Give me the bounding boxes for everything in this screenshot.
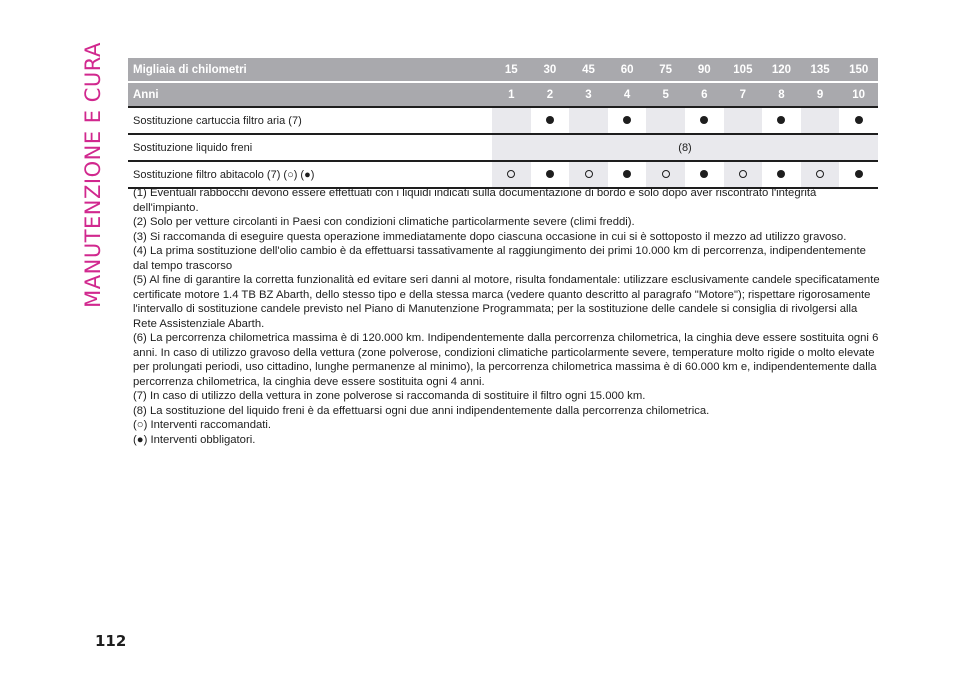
header-year-value: 4 [608,82,647,107]
mandatory-dot-icon [777,170,785,178]
header-km-value: 135 [801,58,840,82]
recommended-circle-icon [739,170,747,178]
table-row [128,107,878,134]
schedule-cell [685,107,724,134]
schedule-cell [724,107,763,134]
footnote: (7) In caso di utilizzo della vettura in zone polverose si raccomanda di sostituire il filtro ogni 15.000 km. [133,390,646,402]
mandatory-dot-icon [546,170,554,178]
row-label: Sostituzione cartuccia filtro aria (7) [128,107,492,134]
mandatory-dot-icon [623,170,631,178]
header-year-value: 3 [569,82,608,107]
header-km-value: 120 [762,58,801,82]
recommended-circle-icon [585,170,593,178]
mandatory-dot-icon [855,116,863,124]
header-year-value: 9 [801,82,840,107]
row-span-note: (8) [492,134,878,161]
header-year-value: 2 [531,82,570,107]
mandatory-dot-icon [700,116,708,124]
recommended-circle-icon [816,170,824,178]
schedule-cell [569,107,608,134]
table-body [128,107,878,188]
header-row-years [128,82,878,107]
mandatory-dot-icon [700,170,708,178]
header-km-value: 75 [646,58,685,82]
row-label: Sostituzione filtro abitacolo (7) (○) (●) [128,161,492,188]
header-year-value: 7 [724,82,763,107]
header-year-value: 1 [492,82,531,107]
header-km-value: 60 [608,58,647,82]
schedule-cell [569,161,608,188]
footnote: (○) Interventi raccomandati. [133,419,272,431]
mandatory-dot-icon [855,170,863,178]
mandatory-dot-icon [777,116,785,124]
header-km-value: 30 [531,58,570,82]
schedule-cell [492,107,531,134]
footnote: (2) Solo per vetture circolanti in Paesi con condizioni climatiche particolarmente severe (climi freddi). [133,216,635,228]
header-km-value: 150 [839,58,878,82]
header-year-value: 5 [646,82,685,107]
header-km-value: 45 [569,58,608,82]
schedule-cell [531,161,570,188]
row-label: Sostituzione liquido freni [128,134,492,161]
maintenance-schedule-table [128,58,878,189]
schedule-cell [646,161,685,188]
mandatory-dot-icon [546,116,554,124]
header-km-label: Migliaia di chilometri [128,58,492,82]
recommended-circle-icon [662,170,670,178]
header-km-value: 105 [724,58,763,82]
schedule-cell [762,161,801,188]
header-km-value: 15 [492,58,531,82]
footnote: (3) Si raccomanda di eseguire questa operazione immediatamente dopo ciascuna occasione in cui si è sottoposto il mezzo ad utilizzo gravoso. [133,230,847,243]
schedule-cell [646,107,685,134]
schedule-cell [839,107,878,134]
schedule-cell [724,161,763,188]
footnote: (6) La percorrenza chilometrica massima è di 120.000 km. Indipendentemente dalla percorrenza chilometrica, la cinghia deve essere sostituita ogni 6 anni. In caso di utilizzo gravoso della vettura (zone polverose, condizioni climatiche particolarmente severe, temperature molto rigide o molto elevate per prolungati periodi, uso cittadino, lunghe permanenze al minimo), la percorrenza chilometrica massima è di 60.000 km e, indipendentemente dalla percorrenza chilometrica, la cinghia deve essere sostituita ogni 4 anni. [133,332,879,388]
recommended-circle-icon [507,170,515,178]
footnote: (8) La sostituzione del liquido freni è da effettuarsi ogni due anni indipendentemente dalla percorrenza chilometrica. [133,404,710,417]
header-year-value: 6 [685,82,724,107]
section-side-title [75,42,111,308]
schedule-cell [839,161,878,188]
footnote: (1) Eventuali rabbocchi devono essere effettuati con i liquidi indicati sulla documentazione di bordo e solo dopo aver riscontrato l'integrità dell'impianto. [133,187,817,214]
schedule-cell [608,161,647,188]
table-row [128,161,878,188]
schedule-cell [801,161,840,188]
schedule-cell [801,107,840,134]
schedule-cell [531,107,570,134]
header-km-value: 90 [685,58,724,82]
footnote: (●) Interventi obbligatori. [133,433,256,446]
footnotes [133,186,881,447]
header-year-value: 8 [762,82,801,107]
schedule-cell [685,161,724,188]
footnote: (4) La prima sostituzione dell'olio cambio è da effettuarsi tassativamente al raggiungimento dei primi 10.000 km di percorrenza, indipendentemente dal tempo trascorso [133,245,866,272]
schedule-cell [762,107,801,134]
page-number: 112 [95,632,127,650]
footnote: (5) Al fine di garantire la corretta funzionalità ed evitare seri danni al motore, risulta fondamentale: utilizzare esclusivamente candele specificatamente certificate motore 1.4 TB BZ Abarth, dello stesso tipo e della stessa marca (vedere quanto descritto al paragrafo "Motore"); rispettare rigorosamente l'intervallo di sostituzione candele previsto nel Piano di Manutenzione Programmata; per la sostituzione delle candele si consiglia di rivolgersi alla Rete Assistenziale Abarth. [133,274,880,330]
mandatory-dot-icon [623,116,631,124]
schedule-cell [608,107,647,134]
header-years-label: Anni [128,82,492,107]
header-year-value: 10 [839,82,878,107]
side-title-text: MANUTENZIONE E CURA [81,42,105,308]
header-row-km [128,58,878,82]
table-row [128,134,878,161]
schedule-cell [492,161,531,188]
